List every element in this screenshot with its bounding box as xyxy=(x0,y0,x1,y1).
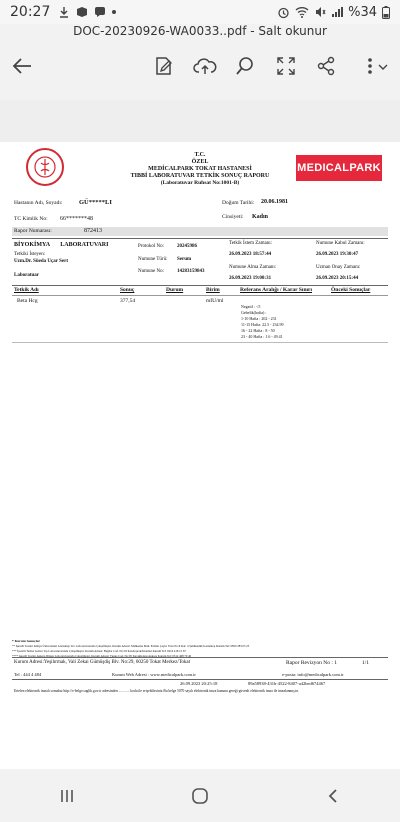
footnote-title: * Kurum Sonuçlar xyxy=(12,639,41,643)
col-reference: Referans Aralığı / Karar Sınırı xyxy=(240,287,313,293)
signal-icon xyxy=(331,6,343,18)
chat-icon xyxy=(94,6,106,18)
box-icon xyxy=(76,6,88,18)
accept-time-value: 26.09.2023 19:30:47 xyxy=(316,252,359,257)
footer-web: Kurum Web Adresi : www.medicalpark.com.tr xyxy=(112,672,196,677)
divider xyxy=(12,295,388,296)
col-test: Tetkik Adı xyxy=(14,287,39,293)
wifi-icon xyxy=(295,6,309,18)
col-result: Sonuç xyxy=(120,287,135,293)
reference-line: 11-15 Hafta: 22.5 - 234.99 xyxy=(241,322,284,327)
requester-value: Uzm.Dr. Süeda Uçar Sert xyxy=(14,259,69,264)
upload-button[interactable] xyxy=(193,54,217,78)
col-unit: Birim xyxy=(206,287,220,293)
back-button[interactable] xyxy=(10,54,34,78)
protocol-label: Protokol No: xyxy=(138,244,164,249)
report-number-value: 872413 xyxy=(84,228,102,234)
status-bar xyxy=(0,0,400,24)
col-status: Durum xyxy=(166,287,184,293)
alarm-icon xyxy=(277,6,290,19)
report-number-label: Rapor Numarası: xyxy=(14,228,52,234)
collect-time-label: Numune Alma Zamanı: xyxy=(229,265,277,270)
result-test: Beta Hcg xyxy=(17,298,38,304)
protocol-value: 20245986 xyxy=(177,244,197,249)
footer-verify: Ertelen elektronik imzalı sonuduz http://e-belge.saglik.gov.tr adresinden ............ kodu ile erişebilirsiniz.Bu belge 5070 sayılı elektronik imza kanunu gereği güvenli elektronik imza ile imzalanmıştır. xyxy=(14,689,299,693)
toolbar xyxy=(0,44,400,88)
divider xyxy=(12,342,388,343)
footer-page: 1/1 xyxy=(362,660,370,666)
request-time-label: Tetkik İstem Zamanı: xyxy=(229,241,272,246)
share-icon xyxy=(316,56,336,76)
mute-icon xyxy=(314,6,326,18)
tc-value: 66*******48 xyxy=(60,216,93,222)
system-back-button[interactable] xyxy=(313,781,353,811)
lab-section-title: BİYOKİMYA LABORATUVARI xyxy=(14,242,109,248)
dot-icon xyxy=(112,10,116,14)
document-title: DOC-20230926-WA0033..pdf - Salt okunur xyxy=(73,24,327,38)
recents-icon xyxy=(59,788,75,804)
medicalpark-logo: MEDICALPARK xyxy=(296,155,382,181)
status-time: 20:27 xyxy=(10,4,51,20)
header-tc: T.C. xyxy=(194,152,206,158)
footer-timestamp: 26.09.2023 20:25:18 xyxy=(180,681,218,686)
lab-label: Laboratuar xyxy=(14,273,39,278)
sample-no-value: 14283159843 xyxy=(177,269,205,274)
gender-label: Cinsiyeti: xyxy=(222,214,244,220)
tc-label: TC Kimlik No: xyxy=(14,216,48,222)
system-nav-bar xyxy=(0,770,400,822)
search-icon xyxy=(234,55,256,77)
search-button[interactable] xyxy=(233,54,257,78)
report-number-bar xyxy=(12,227,388,236)
pdf-page xyxy=(0,142,400,769)
footer-phone: Tel : 444 4 484 xyxy=(14,672,42,677)
footnote-line: **** İşaretli Testler Ankara Düzen Laboratuvarında Çalışılmıştır. Kurum Adresi: Tunus Cad. No:95 Kavaklıdere/Ankara Kurum Tel: 0312 468 70 40 xyxy=(12,654,192,658)
collect-time-value: 26.09.2023 19:00:31 xyxy=(229,276,272,281)
header-license: (Laboratuvar Ruhsat No:1001-B) xyxy=(160,180,240,186)
divider xyxy=(12,285,388,286)
more-vertical-icon xyxy=(364,56,390,76)
col-previous: Önceki Sonuçlar xyxy=(331,287,371,293)
share-button[interactable] xyxy=(314,54,338,78)
reference-line: 1-10 Hafta : 202 - 231 xyxy=(241,316,277,321)
battery-level: %34 xyxy=(348,4,377,20)
expand-icon xyxy=(276,56,296,76)
pdf-viewer[interactable] xyxy=(0,100,400,760)
arrow-left-icon xyxy=(11,55,33,77)
requester-label: Tetkiki İsteyen: xyxy=(14,252,46,257)
dob-value: 20.06.1981 xyxy=(261,199,288,205)
patient-name-value: GÜ*****LI xyxy=(79,199,112,206)
home-button[interactable] xyxy=(180,781,220,811)
footnote-line: ** İşaretli Testler Istinye Üniversitesi Gaziantep Liv Laboratuvarında Çalışılmıştır. Kurum Adresi: Mahkeme Mah. Ertime Çayırı Yolu No:6 Kat: 4 Şehitkamil/Gaziantep Kurum Tel: 0850 283 05 25 xyxy=(12,644,250,648)
download-icon xyxy=(58,6,70,18)
sample-no-label: Numune No: xyxy=(138,269,164,274)
divider xyxy=(12,238,388,239)
footnote-line: *** İşaretli Testler Gebze Tıp Laboratuvarında Çalışılmıştır. Kurum Adresi: Bağdat Cad. No:18 Kızıltoprak/İstanbul Kurum Tel: 0216 418 15 67 xyxy=(12,649,186,653)
divider xyxy=(12,679,388,680)
cloud-upload-icon xyxy=(193,55,217,77)
battery-icon xyxy=(382,6,390,19)
edit-button[interactable] xyxy=(152,54,176,78)
reference-line: Gebelik(hafta) : xyxy=(241,310,267,315)
sample-type-label: Numune Türü: xyxy=(138,257,168,262)
header-hospital: MEDİCALPARK TOKAT HASTANESİ xyxy=(148,166,252,172)
header-ozel: ÖZEL xyxy=(191,159,209,165)
dob-label: Doğum Tarihi: xyxy=(222,200,255,206)
footer-address: Kurum Adresi:Yeşilırmak, Vali Zekai Gümüşdiş Blv. No:29, 60250 Tokat Merkez/Tokat xyxy=(14,660,191,665)
reference-line: 16 - 22 Hafta : 8 - 50 xyxy=(241,328,275,333)
accept-time-label: Numune Kabul Zamanı: xyxy=(316,241,365,246)
reference-line: Negatif : <5 xyxy=(241,304,261,309)
pen-edit-icon xyxy=(153,55,175,77)
footer-email: e-posta: info@medicalpark.com.tr xyxy=(282,672,344,677)
header-report-title: TIBBİ LABORATUVAR TETKİK SONUÇ RAPORU xyxy=(130,173,270,179)
home-icon xyxy=(191,787,209,805)
sample-type-value: Serum xyxy=(177,257,192,262)
more-button[interactable] xyxy=(362,54,392,78)
patient-name-label: Hastanın Adı, Soyadı: xyxy=(14,200,63,206)
chevron-left-icon xyxy=(326,788,340,804)
result-unit: mIU/ml xyxy=(206,298,224,304)
result-value: 377,54 xyxy=(120,298,136,304)
reference-line: 23 - 40 Hafta : 1.6 - 49.41 xyxy=(241,334,283,339)
divider xyxy=(12,657,388,658)
approve-time-value: 26.09.2023 20:15:44 xyxy=(316,276,359,281)
fullscreen-button[interactable] xyxy=(274,54,298,78)
request-time-value: 26.09.2023 18:57:44 xyxy=(229,252,272,257)
footer-revision: Rapor Revizyon No : 1 xyxy=(286,660,338,666)
gender-value: Kadın xyxy=(252,214,269,220)
approve-time-label: Uzman Onay Zamanı: xyxy=(316,265,361,270)
recents-button[interactable] xyxy=(47,781,87,811)
footer-hash: 89a58938-431b-4522-8407-a42bed674467 xyxy=(248,681,326,686)
